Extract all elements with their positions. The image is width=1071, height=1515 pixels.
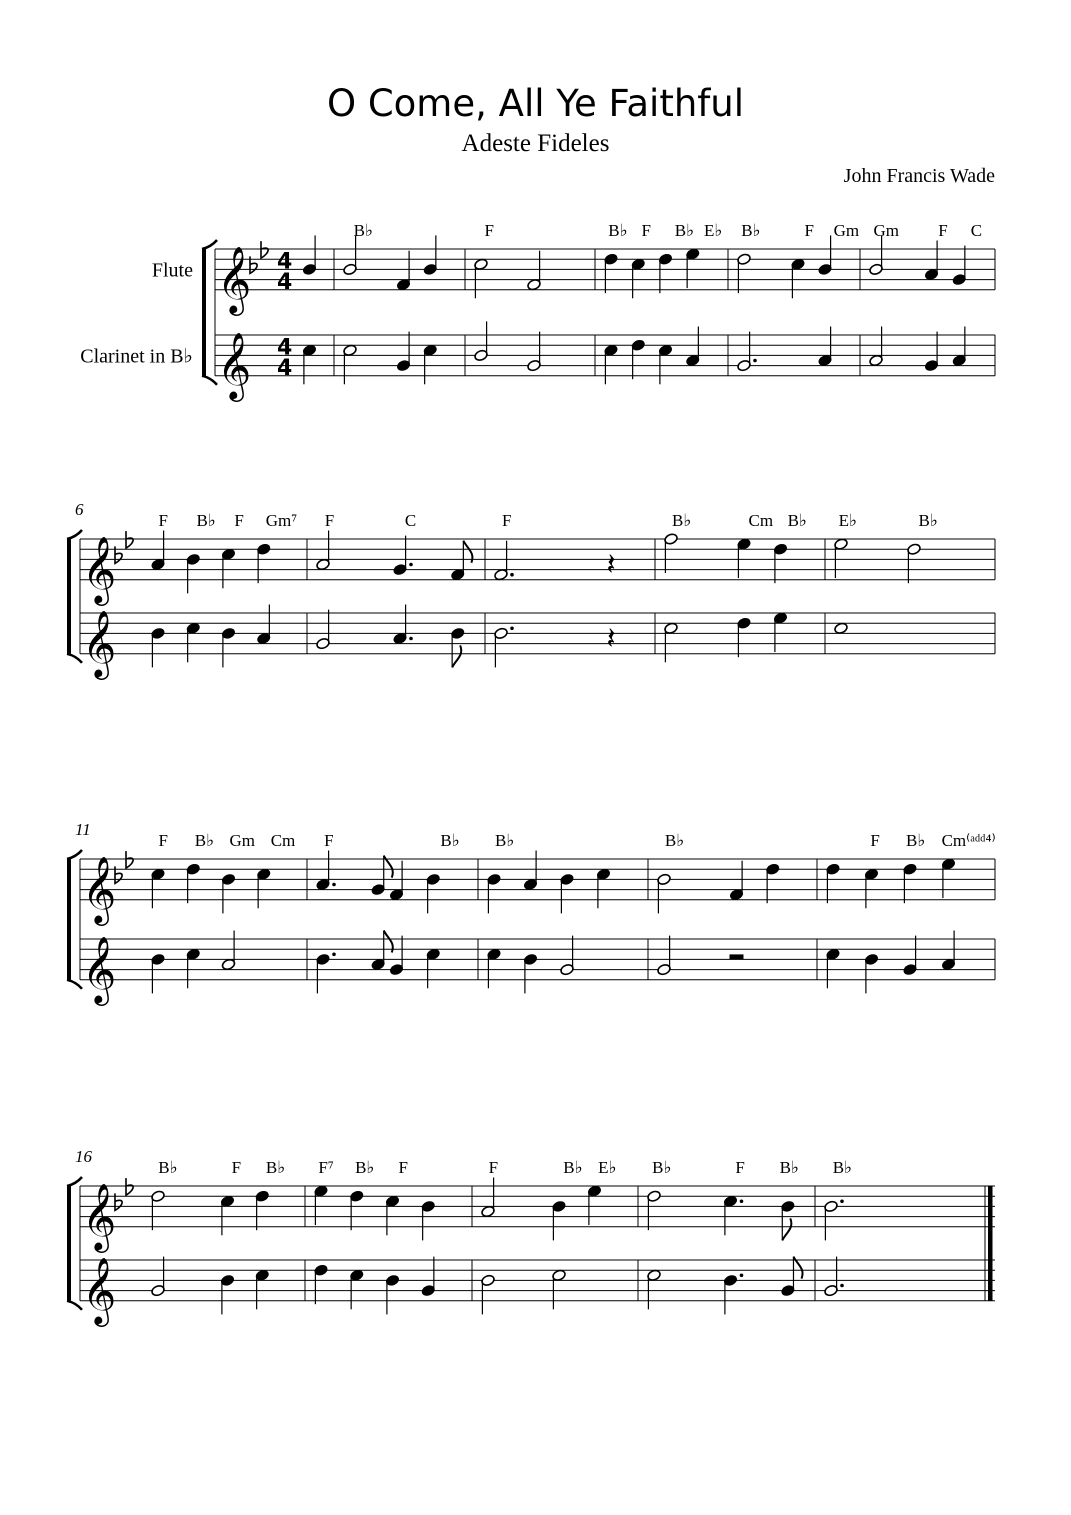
note (604, 253, 619, 293)
note (869, 327, 884, 367)
note (450, 627, 465, 667)
note (256, 605, 271, 645)
note (658, 253, 673, 293)
note (587, 1185, 602, 1225)
note (664, 533, 679, 573)
flag (452, 645, 461, 667)
note (393, 605, 413, 645)
dot (332, 953, 336, 957)
note (423, 344, 438, 384)
note (657, 936, 672, 976)
notehead (834, 622, 849, 635)
note (907, 543, 922, 583)
note (527, 251, 542, 291)
note (729, 861, 744, 901)
note (481, 1178, 496, 1218)
note (151, 953, 166, 993)
chord-symbol: B♭ (194, 831, 215, 850)
chord-symbol: B♭ (355, 1158, 375, 1177)
dot (510, 573, 514, 577)
note (647, 1190, 662, 1230)
measure (316, 831, 478, 993)
score-title: O Come, All Ye Faithful (326, 82, 745, 125)
note (186, 948, 201, 988)
half-rest (730, 954, 744, 959)
treble-clef-icon: 𝄞 (82, 1255, 117, 1324)
note (343, 235, 358, 275)
chord-symbol: E♭ (838, 511, 858, 530)
note (952, 246, 967, 286)
note (221, 627, 236, 667)
note (826, 863, 841, 903)
note (474, 258, 489, 298)
chord-symbol: Gm (873, 221, 899, 240)
treble-clef-icon: 𝄞 (82, 854, 117, 923)
measure (487, 831, 648, 993)
note (151, 868, 166, 908)
measure (834, 511, 995, 654)
chord-symbol: F (231, 1158, 242, 1177)
note (818, 235, 833, 275)
time-signature: 4 (277, 355, 293, 381)
system-bracket (202, 249, 206, 376)
final-barline (988, 1186, 993, 1301)
quarter-rest: 𝄽 (606, 621, 616, 657)
note (523, 851, 538, 891)
dot (840, 1200, 844, 1204)
note (834, 622, 849, 635)
note (941, 931, 956, 971)
note (256, 543, 271, 583)
chord-symbol: F (484, 221, 494, 240)
chord-symbol: Cm⁽ᵃᵈᵈ⁴⁾ (941, 831, 996, 850)
note (834, 538, 849, 578)
chord-symbol: F (324, 831, 334, 850)
note (220, 1274, 235, 1314)
system (67, 1147, 995, 1327)
note (421, 1200, 436, 1240)
dot (332, 883, 336, 887)
chord-symbol: B♭ (158, 1158, 178, 1177)
note (791, 258, 806, 298)
treble-clef-icon: 𝄞 (217, 330, 252, 399)
note (487, 948, 502, 988)
chord-symbol: B♭ (652, 1158, 672, 1177)
note (423, 235, 438, 275)
treble-clef-icon: 𝄞 (82, 534, 117, 603)
note (302, 235, 317, 275)
dot (740, 1274, 744, 1278)
note (255, 1269, 270, 1309)
note (685, 248, 700, 288)
flat-sign (126, 1178, 133, 1195)
note (773, 543, 788, 583)
chord-symbol: B♭ (563, 1158, 583, 1177)
note (952, 327, 967, 367)
time-signature: 4 (277, 269, 293, 295)
time-signature: 4 (277, 335, 293, 361)
chord-symbol: B♭ (918, 511, 938, 530)
dot (840, 1284, 844, 1288)
flat-sign (126, 531, 133, 548)
note (552, 1269, 567, 1309)
note (864, 868, 879, 908)
note (631, 258, 646, 298)
measure (824, 1158, 993, 1301)
chord-symbol: F⁷ (318, 1158, 334, 1177)
chord-symbol: E♭ (704, 221, 723, 240)
quarter-rest: 𝄽 (606, 547, 616, 583)
chord-symbol: B♭ (353, 221, 374, 240)
chord-symbol: B♭ (608, 221, 628, 240)
note (421, 1257, 436, 1297)
note (552, 1200, 567, 1240)
note (523, 953, 538, 993)
note (349, 1190, 364, 1230)
note (487, 873, 502, 913)
note (773, 612, 788, 652)
flat-sign (126, 851, 133, 868)
note (924, 241, 939, 281)
note (647, 1269, 662, 1309)
chord-symbol: C (970, 221, 983, 240)
note (780, 1200, 795, 1240)
note (316, 610, 331, 650)
note (818, 327, 833, 367)
chord-symbol: F (938, 221, 948, 240)
note (527, 332, 542, 372)
chord-symbol: F (488, 1158, 499, 1177)
note (494, 541, 514, 581)
chord-symbol: F (641, 221, 652, 240)
score-subtitle: Adeste Fideles (461, 130, 610, 157)
note (869, 235, 884, 275)
chord-symbol: Gm (229, 831, 255, 850)
note (186, 622, 201, 662)
measure (826, 831, 996, 993)
chord-symbol: F (158, 511, 168, 530)
system-bracket (67, 1186, 71, 1301)
measure (474, 221, 595, 376)
note (343, 344, 358, 384)
dot (510, 627, 514, 631)
treble-clef-icon: 𝄞 (82, 608, 117, 677)
note (560, 936, 575, 976)
chord-symbol: B♭ (672, 511, 692, 530)
note (349, 1269, 364, 1309)
treble-clef-icon: 𝄞 (82, 934, 117, 1003)
note (658, 344, 673, 384)
note (221, 873, 236, 913)
time-signature: 4 (277, 249, 293, 275)
note (314, 1185, 329, 1225)
measure (302, 235, 334, 384)
system (80, 221, 995, 402)
measure (343, 221, 465, 384)
chord-symbol: B♭ (495, 831, 515, 850)
measure (737, 221, 860, 376)
note (316, 531, 331, 571)
measure (151, 831, 307, 993)
chord-symbol: B♭ (787, 511, 807, 530)
chord-symbol: F (324, 511, 335, 530)
treble-clef-icon: 𝄞 (82, 1181, 117, 1250)
chord-symbol: Cm (748, 511, 774, 530)
chord-symbol: F (158, 831, 168, 850)
chord-symbol: F (234, 511, 244, 530)
note (186, 553, 201, 593)
note (255, 1190, 270, 1230)
note (903, 863, 918, 903)
measure (664, 511, 825, 662)
note (765, 863, 780, 903)
chord-symbol: F (502, 511, 512, 530)
note (385, 1274, 400, 1314)
system-bracket (67, 859, 71, 980)
chord-symbol: F (398, 1158, 408, 1177)
measure (869, 221, 995, 376)
note (186, 863, 201, 903)
note (494, 627, 514, 668)
chord-symbol: E♭ (598, 1158, 617, 1177)
note (903, 936, 918, 976)
note (826, 948, 841, 988)
note (596, 868, 611, 908)
measure-number: 6 (75, 500, 84, 519)
note (737, 617, 752, 657)
chord-symbol: B♭ (741, 221, 761, 240)
note (664, 622, 679, 662)
chord-symbol: F (870, 831, 880, 850)
note (450, 541, 472, 581)
measure-number: 11 (75, 820, 91, 839)
dot (740, 1200, 744, 1204)
note (396, 251, 411, 291)
chord-symbol: C (404, 511, 417, 530)
note (685, 327, 700, 367)
note (657, 873, 672, 913)
note (924, 332, 939, 372)
note (396, 332, 411, 372)
note (604, 344, 619, 384)
measure (604, 221, 728, 384)
chord-symbol: B♭ (674, 221, 695, 240)
instrument-label-flute: Flute (151, 259, 193, 282)
note (371, 931, 393, 971)
chord-symbol: B♭ (664, 831, 685, 850)
note (723, 1195, 743, 1235)
note (941, 858, 956, 898)
dot (753, 359, 757, 363)
note (316, 851, 336, 891)
treble-clef-icon: 𝄞 (217, 244, 252, 313)
note (151, 531, 166, 571)
note (474, 321, 489, 361)
system-bracket (67, 539, 71, 654)
note (151, 1190, 166, 1230)
note (302, 344, 317, 384)
system (67, 820, 996, 1006)
note (737, 538, 752, 578)
dot (409, 637, 413, 641)
chord-symbol: B♭ (196, 511, 216, 530)
note (221, 548, 236, 588)
note (723, 1274, 743, 1315)
measure (657, 831, 817, 980)
chord-symbol: Cm (270, 831, 296, 850)
chord-symbol: B♭ (779, 1158, 799, 1177)
flat-sign (261, 241, 268, 258)
flag (782, 1218, 791, 1240)
composer-name: John Francis Wade (843, 165, 995, 187)
chord-symbol: B♭ (265, 1158, 286, 1177)
system (67, 500, 995, 680)
note (481, 1274, 496, 1314)
note (426, 948, 441, 988)
chord-symbol: Gm (833, 221, 860, 240)
measure-number: 16 (75, 1147, 92, 1166)
note (560, 873, 575, 913)
chord-symbol: F (804, 221, 815, 240)
note (151, 627, 166, 667)
note (220, 1195, 235, 1235)
note (256, 868, 271, 908)
chord-symbol: F (735, 1158, 745, 1177)
note (314, 1264, 329, 1304)
chord-symbol: B♭ (832, 1158, 853, 1177)
chord-symbol: Gm⁷ (265, 511, 298, 530)
note (316, 953, 336, 994)
chord-symbol: B♭ (906, 831, 926, 850)
note (631, 339, 646, 379)
chord-symbol: B♭ (440, 831, 460, 850)
note (737, 253, 752, 293)
note (385, 1195, 400, 1235)
note (426, 873, 441, 913)
note (221, 931, 236, 971)
note (824, 1200, 844, 1241)
dot (409, 563, 413, 567)
note (151, 1257, 166, 1297)
note (864, 953, 879, 993)
instrument-label-clarinet: Clarinet in B♭ (80, 345, 193, 368)
